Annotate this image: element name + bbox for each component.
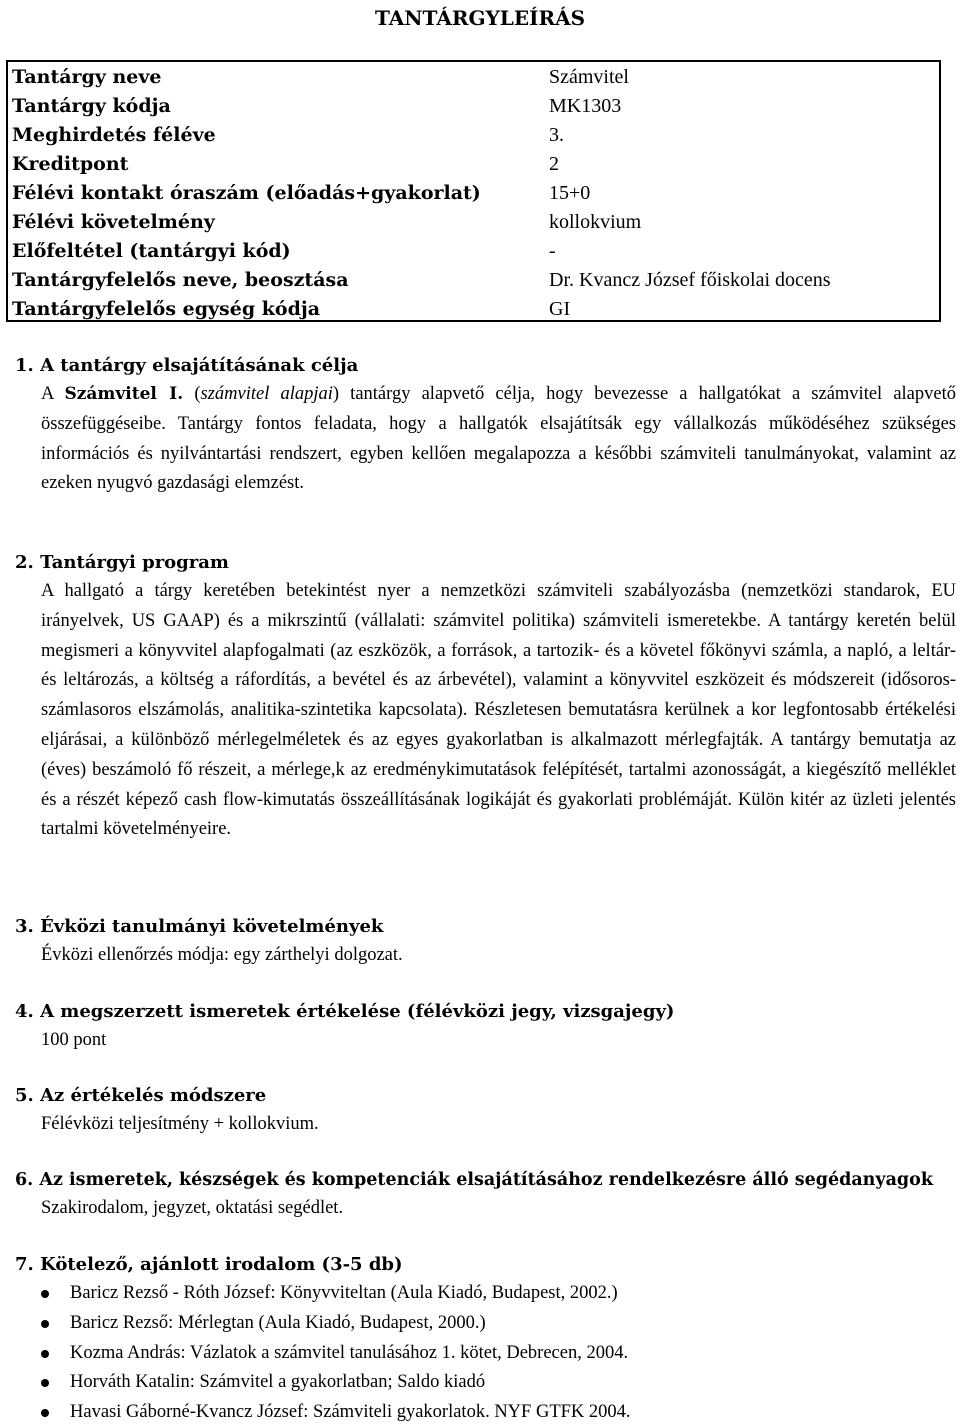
info-value: Dr. Kvancz József főiskolai docens: [549, 269, 831, 291]
section-method: [15, 1082, 956, 1140]
list-item: [41, 1339, 956, 1369]
info-label: Tantárgy kódja: [12, 95, 171, 117]
list-item: [41, 1398, 956, 1428]
info-row: [8, 207, 939, 236]
info-value: MK1303: [549, 95, 622, 117]
list-item-text: Baricz Rezső - Róth József: Könyvviteltan (Aula Kiadó, Budapest, 2002.): [70, 1283, 618, 1303]
info-label: Félévi kontakt óraszám (előadás+gyakorlat): [12, 182, 481, 204]
list-item: [41, 1279, 956, 1309]
info-row: [8, 294, 939, 323]
section-goal: [15, 352, 956, 499]
info-value: 3.: [549, 124, 564, 146]
section-number: 7.: [15, 1254, 34, 1275]
info-row: [8, 265, 939, 294]
section-heading: [15, 1082, 956, 1110]
section-requirements: [15, 913, 956, 971]
info-value: 15+0: [549, 182, 591, 204]
text-run: ) tantárgy alapvető célja, hogy bevezesse a hallgatókat a számvitel alapvető összefüggéseibe. Tantárgy fontos feladata, hogy a hallgatók elsajátítsák egy vállalkozás működéséhez szükséges információs és nyilvántartási rendszert, egyben kellően megalapozza a későbbi számviteli tanulmányokat, valamint az ezeken nyugvó gazdasági elemzést.: [41, 384, 956, 494]
list-item: [41, 1368, 956, 1398]
info-value: kollokvium: [549, 211, 642, 233]
section-title: Tantárgyi program: [40, 552, 229, 573]
section-number: 5.: [15, 1085, 34, 1106]
info-value: GI: [549, 298, 571, 320]
section-program: [15, 549, 956, 845]
info-row: [8, 236, 939, 265]
info-row: [8, 91, 939, 120]
list-item: [41, 1309, 956, 1339]
info-label: Tantárgy neve: [12, 66, 162, 88]
section-literature: [15, 1251, 956, 1428]
info-label: Tantárgyfelelős neve, beosztása: [12, 269, 349, 291]
bullet-icon: [41, 1409, 49, 1417]
section-number: 6.: [15, 1170, 34, 1190]
section-heading: [15, 549, 956, 577]
subject-name: Számvitel I.: [64, 384, 184, 404]
section-text: 100 pont: [41, 1030, 107, 1050]
info-label: Tantárgyfelelős egység kódja: [12, 298, 321, 320]
section-text: [41, 380, 956, 499]
list-item-text: Havasi Gáborné-Kvancz József: Számviteli gyakorlatok. NYF GTFK 2004.: [70, 1402, 631, 1423]
text-run: A: [41, 384, 65, 404]
text-run: (: [183, 384, 201, 404]
section-number: 3.: [15, 916, 34, 937]
info-row: [8, 149, 939, 178]
document-title: TANTÁRGYLEÍRÁS: [374, 6, 586, 30]
section-heading: [15, 1166, 956, 1194]
section-materials: [15, 1166, 956, 1224]
info-row: [8, 120, 939, 149]
info-row: [8, 178, 939, 207]
section-title: A megszerzett ismeretek értékelése (félévközi jegy, vizsgajegy): [40, 1001, 675, 1022]
bullet-icon: [41, 1290, 49, 1298]
info-label: Meghirdetés féléve: [12, 124, 216, 146]
section-text: A hallgató a tárgy keretében betekintést nyer a nemzetközi számviteli szabályozásba (nemzetközi standarok, EU irányelvek, US GAAP) és a mikrszintű (vállalati: számvitel politika) számviteli ismeretekbe. A tantárgy keretén belül megismeri a könyvvitel alapfogalmati (az eszközök, a források, a tartozik- és a követel főkönyvi számla, a napló, a leltár- és leltározás, a költség a ráfordítás, a bevétel és az árbevétel), valamint a könyvvitel eszközeit és módszereit (idősoros-számlasoros elszámolás, analitika-szintetika kapcsolata). Részletesen bemutatásra kerülnek a kor legfontosabb értékelési eljárásai, a különböző mérlegelméletek és az egyes gyakorlatban is alkalmazott mérlegfajták. A tantárgy bemutatja az (éves) beszámoló fő részeit, a mérlege,k az eredménykimutatások felépítését, tartalmi azonosságát, a kiegészítő melléklet és a részét képező cash flow-kimutatás összeállításának logikáját és gyakorlati problémáját. Külön kitér az üzleti jelentés tartalmi követelményeire.: [41, 581, 956, 840]
section-number: 4.: [15, 1001, 34, 1022]
bullet-icon: [41, 1350, 49, 1358]
section-title: Az ismeretek, készségek és kompetenciák elsajátításához rendelkezésre álló segédanyagok: [39, 1170, 933, 1190]
section-title: Évközi tanulmányi követelmények: [40, 916, 384, 937]
list-item-text: Horváth Katalin: Számvitel a gyakorlatban; Saldo kiadó: [70, 1372, 486, 1393]
section-number: 1.: [15, 355, 34, 376]
info-value: 2: [549, 153, 559, 175]
list-item-text: Kozma András: Vázlatok a számvitel tanulásához 1. kötet, Debrecen, 2004.: [70, 1342, 629, 1363]
bullet-icon: [41, 1379, 49, 1387]
info-value: Számvitel: [549, 66, 629, 88]
section-title: Az értékelés módszere: [40, 1085, 267, 1106]
section-heading: [15, 998, 956, 1026]
info-label: Félévi követelmény: [12, 211, 215, 233]
info-label: Kreditpont: [12, 153, 129, 175]
section-number: 2.: [15, 552, 34, 573]
section-text: Évközi ellenőrzés módja: egy zárthelyi dolgozat.: [41, 945, 403, 965]
course-info-table: [6, 60, 941, 322]
section-title: Kötelező, ajánlott irodalom (3-5 db): [40, 1254, 403, 1275]
info-row: [8, 62, 939, 91]
list-item-text: Baricz Rezső: Mérlegtan (Aula Kiadó, Budapest, 2000.): [70, 1312, 486, 1333]
info-value: -: [549, 240, 556, 262]
section-heading: [15, 352, 956, 380]
section-heading: [15, 913, 956, 941]
subject-subtitle: számvitel alapjai: [200, 384, 333, 404]
literature-list: [41, 1279, 956, 1428]
bullet-icon: [41, 1320, 49, 1328]
section-evaluation: [15, 998, 956, 1056]
section-text: Szakirodalom, jegyzet, oktatási segédlet.: [41, 1198, 344, 1218]
section-text: Félévközi teljesítmény + kollokvium.: [41, 1114, 319, 1134]
info-label: Előfeltétel (tantárgyi kód): [12, 240, 291, 262]
section-heading: [15, 1251, 956, 1279]
section-title: A tantárgy elsajátításának célja: [40, 355, 359, 376]
